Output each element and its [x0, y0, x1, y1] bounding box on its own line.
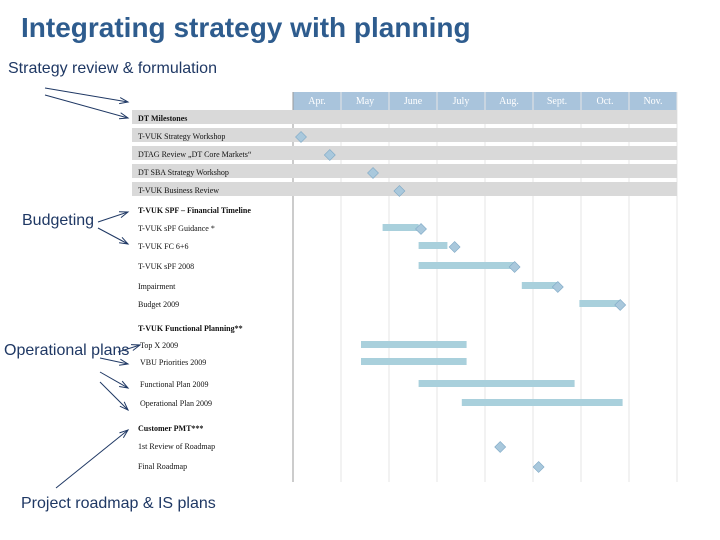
task-label: Top X 2009 [140, 341, 179, 350]
task-label: T-VUK Strategy Workshop [138, 132, 226, 141]
task-bar [419, 262, 515, 269]
task-label: T-VUK sPF 2008 [138, 262, 195, 271]
operational-plans-label: Operational plans [4, 342, 130, 359]
month-label: July [452, 96, 470, 107]
task-label: DTAG Review „DT Core Markets“ [138, 150, 252, 159]
strategy-review-label: Strategy review & formulation [8, 60, 217, 77]
pointer-arrow-head [119, 381, 128, 388]
task-bar [383, 224, 419, 231]
task-bar [522, 282, 558, 289]
task-label: T-VUK FC 6+6 [138, 242, 189, 251]
pointer-arrow-head [119, 237, 128, 244]
timeline-rows [132, 110, 677, 473]
task-label: VBU Priorities 2009 [140, 358, 207, 367]
task-label: Functional Plan 2009 [140, 380, 209, 389]
pointer-arrow-line [45, 88, 128, 102]
task-label: Budget 2009 [138, 300, 180, 309]
section-header: T-VUK SPF – Financial Timeline [138, 206, 251, 215]
pointer-arrow-line [56, 430, 128, 488]
task-label: Operational Plan 2009 [140, 399, 212, 408]
month-label: Nov. [643, 96, 663, 107]
section-header: T-VUK Functional Planning** [138, 324, 243, 333]
section-header: Customer PMT*** [138, 424, 204, 433]
page-title: Integrating strategy with planning [21, 12, 471, 43]
month-label: Aug. [499, 96, 519, 107]
task-label: Final Roadmap [138, 462, 188, 471]
task-bar [361, 358, 467, 365]
pointer-arrow-line [98, 212, 128, 222]
task-bar [419, 380, 575, 387]
row-shading [132, 110, 677, 124]
task-label: T-VUK Business Review [138, 186, 220, 195]
task-label: 1st Review of Roadmap [138, 442, 216, 451]
milestone-diamond [495, 442, 506, 453]
pointer-arrow-line [100, 382, 128, 410]
pointer-arrows [45, 88, 140, 488]
month-label: Sept. [546, 96, 568, 107]
month-label: May [355, 96, 375, 107]
month-label: Apr. [308, 96, 326, 107]
task-bar [462, 399, 623, 406]
task-label: Impairment [138, 282, 176, 291]
task-bar [579, 300, 620, 307]
task-bar [361, 341, 467, 348]
task-bar [419, 242, 448, 249]
milestone-diamond [533, 462, 544, 473]
month-label: June [403, 96, 423, 107]
project-roadmap-label: Project roadmap & IS plans [21, 495, 216, 512]
pointer-arrow-line [45, 95, 128, 118]
month-label: Oct. [596, 96, 614, 107]
milestone-diamond [449, 242, 460, 253]
pointer-arrow-line [98, 228, 128, 244]
budgeting-label: Budgeting [22, 212, 95, 229]
task-label: T-VUK sPF Guidance * [138, 224, 215, 233]
task-label: DT SBA Strategy Workshop [138, 168, 229, 177]
section-header: DT Milestones [138, 114, 188, 123]
